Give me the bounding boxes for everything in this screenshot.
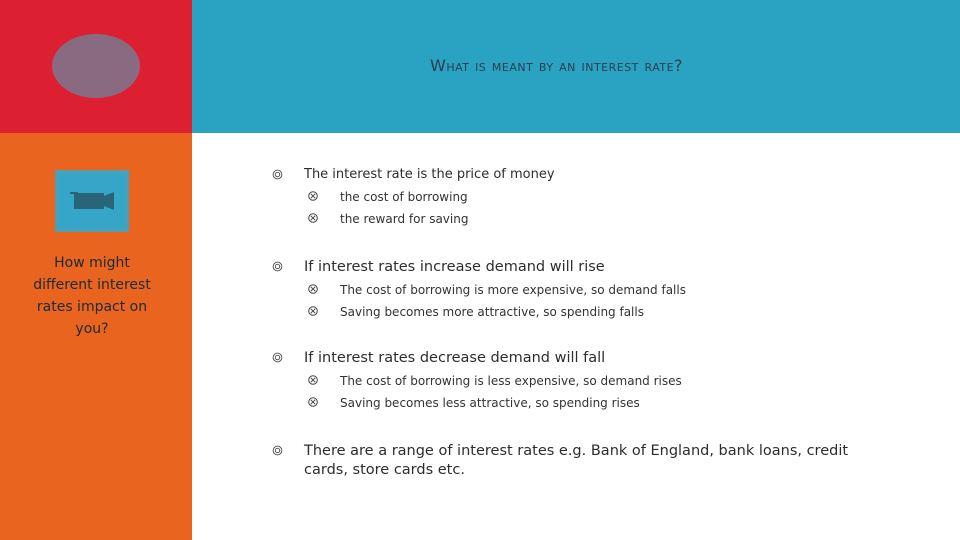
bullet-list bbox=[272, 166, 892, 480]
bullet-item bbox=[272, 349, 892, 412]
circle-bullet-icon bbox=[272, 445, 283, 456]
bullet-item bbox=[272, 166, 892, 228]
sub-bullet bbox=[272, 372, 892, 390]
sub-bullet-text: The cost of borrowing is more expensive, so demand falls bbox=[340, 283, 686, 297]
bullet-item bbox=[272, 442, 892, 480]
circle-bullet-icon bbox=[272, 261, 283, 272]
sub-bullet bbox=[272, 210, 892, 228]
sub-bullet-text: the reward for saving bbox=[340, 212, 469, 226]
sub-bullet-text: Saving becomes less attractive, so spending rises bbox=[340, 396, 640, 410]
sub-bullet-text: the cost of borrowing bbox=[340, 190, 468, 204]
x-box-bullet-icon bbox=[308, 397, 318, 407]
circle-bullet-icon bbox=[272, 169, 283, 180]
bullet-item bbox=[272, 258, 892, 321]
sub-bullet bbox=[272, 394, 892, 412]
bullet-text: If interest rates increase demand will rise bbox=[304, 259, 605, 275]
x-box-bullet-icon bbox=[308, 284, 318, 294]
sub-bullet bbox=[272, 303, 892, 321]
sub-bullet-text: The cost of borrowing is less expensive, so demand rises bbox=[340, 374, 682, 388]
decorative-oval bbox=[52, 34, 140, 98]
bullet-text: There are a range of interest rates e.g. Bank of England, bank loans, credit cards, store cards etc. bbox=[304, 443, 849, 478]
bullet-text: The interest rate is the price of money bbox=[304, 167, 555, 182]
sidebar-question: How might different interest rates impact on you? bbox=[33, 255, 151, 337]
bullet-text: If interest rates decrease demand will fall bbox=[304, 350, 606, 366]
x-box-bullet-icon bbox=[308, 213, 318, 223]
video-placeholder-icon[interactable] bbox=[55, 170, 129, 232]
x-box-bullet-icon bbox=[308, 375, 318, 385]
sub-bullet bbox=[272, 188, 892, 206]
camera-icon bbox=[66, 187, 120, 215]
x-box-bullet-icon bbox=[308, 306, 318, 316]
sub-bullet-text: Saving becomes more attractive, so spending falls bbox=[340, 305, 644, 319]
x-box-bullet-icon bbox=[308, 191, 318, 201]
sub-bullet bbox=[272, 281, 892, 299]
page-title: What is meant by an interest rate? bbox=[430, 56, 684, 75]
circle-bullet-icon bbox=[272, 352, 283, 363]
